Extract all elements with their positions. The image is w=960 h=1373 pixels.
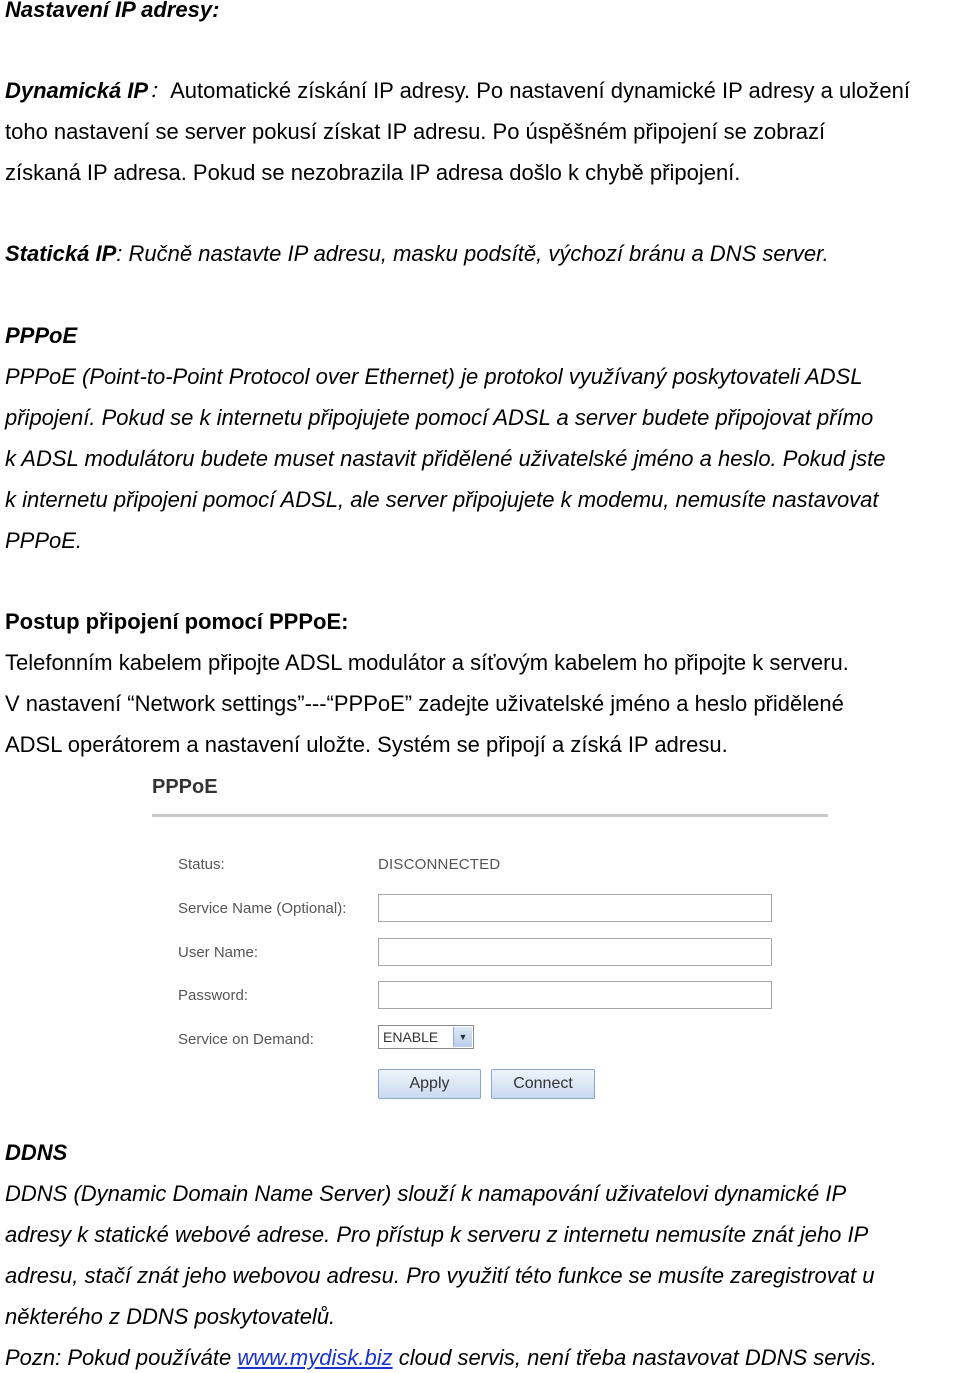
chevron-down-icon[interactable]: ▼ [453,1027,472,1047]
pppoe-panel-title: PPPoE [152,776,218,798]
static-ip-text: : Ručně nastavte IP adresu, masku podsítě, výchozí bránu a DNS server. [116,241,829,266]
pppoe-text-line: připojení. Pokud se k internetu připojujete pomocí ADSL a server budete připojovat přímo [5,405,874,430]
pppoe-heading: PPPoE [5,323,78,348]
ddns-heading: DDNS [5,1140,68,1165]
dynamic-ip-label: Dynamická IP [5,78,149,103]
service-name-label: Service Name (Optional): [178,900,347,917]
ddns-text-line: adresy k statické webové adrese. Pro přístup k serveru z internetu nemusíte znát jeho IP [5,1222,869,1247]
user-name-label: User Name: [178,944,259,961]
panel-divider [152,814,828,817]
dynamic-ip-line2: toho nastavení se server pokusí získat IP adresu. Po úspěšném připojení se zobrazí [5,119,826,144]
ddns-note [5,1344,877,1372]
service-on-demand-select[interactable] [378,1025,474,1049]
dynamic-ip-separator: ： [148,78,171,103]
service-name-input[interactable] [378,894,772,922]
status-value: DISCONNECTED [378,856,501,873]
dynamic-ip-text1: Automatické získání IP adresy. Po nastavení dynamické IP adresy a uložení [170,78,910,103]
user-name-input[interactable] [378,938,772,966]
dynamic-ip-line3: získaná IP adresa. Pokud se nezobrazila IP adresa došlo k chybě připojení. [5,160,741,185]
ddns-note-text-end: cloud servis, není třeba nastavovat DDNS servis. [392,1345,877,1370]
pppoe-text-line: PPPoE (Point-to-Point Protocol over Ethernet) je protokol využívaný poskytovateli ADSL [5,364,863,389]
pppoe-text-line: PPPoE. [5,528,83,553]
status-label: Status: [178,856,225,873]
page-heading: Nastavení IP adresy: [5,0,220,22]
ddns-text-line: některého z DDNS poskytovatelů. [5,1304,336,1329]
pppoe-text-line: k internetu připojeni pomocí ADSL, ale server připojujete k modemu, nemusíte nastavovat [5,487,879,512]
dynamic-ip-line1 [5,77,910,105]
static-ip-paragraph [5,240,829,268]
password-input[interactable] [378,981,772,1009]
ddns-text-line: adresu, stačí znát jeho webovou adresu. Pro využití této funkce se musíte zaregistrovat u [5,1263,875,1288]
procedure-text-line: ADSL operátorem a nastavení uložte. Systém se připojí a získá IP adresu. [5,732,728,757]
pppoe-settings-screenshot [148,772,838,1112]
pppoe-text-line: k ADSL modulátoru budete muset nastavit přidělené uživatelské jméno a heslo. Pokud jste [5,446,886,471]
procedure-text-line: Telefonním kabelem připojte ADSL modulátor a síťovým kabelem ho připojte k serveru. [5,650,849,675]
apply-button[interactable]: Apply [378,1069,481,1099]
ddns-note-text: Pozn: Pokud používáte [5,1345,238,1370]
static-ip-label: Statická IP [5,241,117,266]
service-on-demand-value: ENABLE [383,1029,439,1045]
connect-button[interactable]: Connect [491,1069,595,1099]
service-on-demand-label: Service on Demand: [178,1031,314,1048]
mydisk-link[interactable]: www.mydisk.biz [237,1345,393,1370]
password-label: Password: [178,987,249,1004]
procedure-heading: Postup připojení pomocí PPPoE: [5,609,349,634]
ddns-text-line: DDNS (Dynamic Domain Name Server) slouží k namapování uživatelovi dynamické IP [5,1181,847,1206]
procedure-text-line: V nastavení “Network settings”---“PPPoE” zadejte uživatelské jméno a heslo přidělené [5,691,844,716]
